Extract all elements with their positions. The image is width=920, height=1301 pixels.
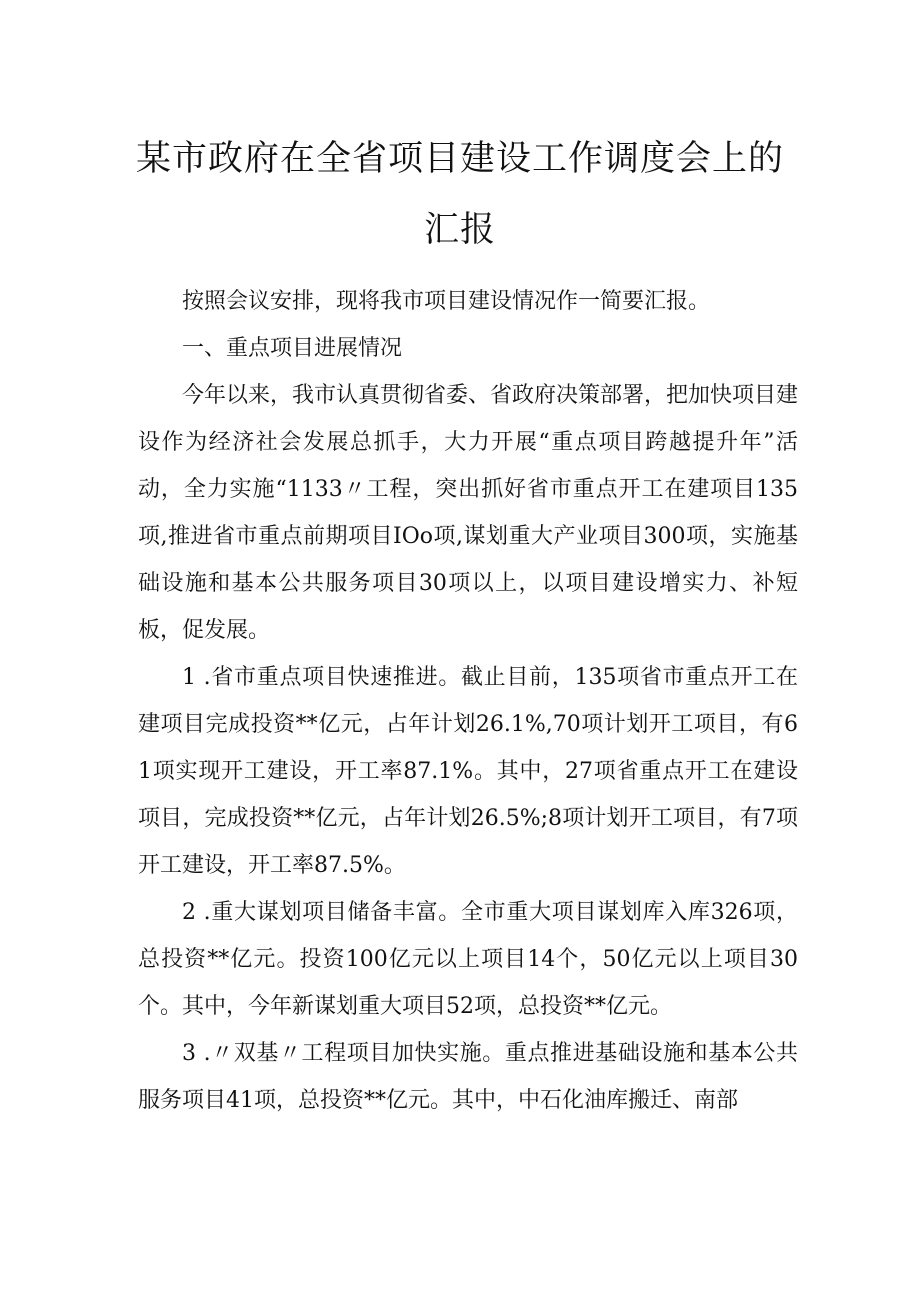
document-body <box>138 278 798 1124</box>
document-title-line-1: 某市政府在全省项目建设工作调度会上的 <box>135 139 784 179</box>
intro-paragraph: 按照会议安排，现将我市项目建设情况作一简要汇报。 <box>182 289 711 314</box>
body-paragraph: 1 .省市重点项目快速推进。截止目前，135项省市重点开工在建项目完成投资**亿元，占年计划26.1%,70项计划开工项目，有61项实现开工建设，开工率87.1%。其中，27项省重点开工在建设项目，完成投资**亿元，占年计划26.5%;8项计划开工项目，有7项开工建设，开工率87.5%。 <box>138 665 798 878</box>
body-paragraph: 3 .〃双基〃工程项目加快实施。重点推进基础设施和基本公共服务项目41项，总投资**亿元。其中，中石化油库搬迁、南部 <box>138 1041 798 1113</box>
body-paragraph: 2 .重大谋划项目储备丰富。全市重大项目谋划库入库326项，总投资**亿元。投资100亿元以上项目14个，50亿元以上项目30个。其中，今年新谋划重大项目52项，总投资**亿元。 <box>138 900 798 1019</box>
document-title-line-2: 汇报 <box>423 210 496 250</box>
section-heading: 一、重点项目进展情况 <box>182 336 403 361</box>
body-paragraph: 今年以来，我市认真贯彻省委、省政府决策部署，把加快项目建设作为经济社会发展总抓手，大力开展“重点项目跨越提升年”活动，全力实施“1133〃工程，突出抓好省市重点开工在建项目135项,推进省市重点前期项目IOo项,谋划重大产业项目300项，实施基础设施和基本公共服务项目30项以上，以项目建设增实力、补短板，促发展。 <box>138 383 799 643</box>
